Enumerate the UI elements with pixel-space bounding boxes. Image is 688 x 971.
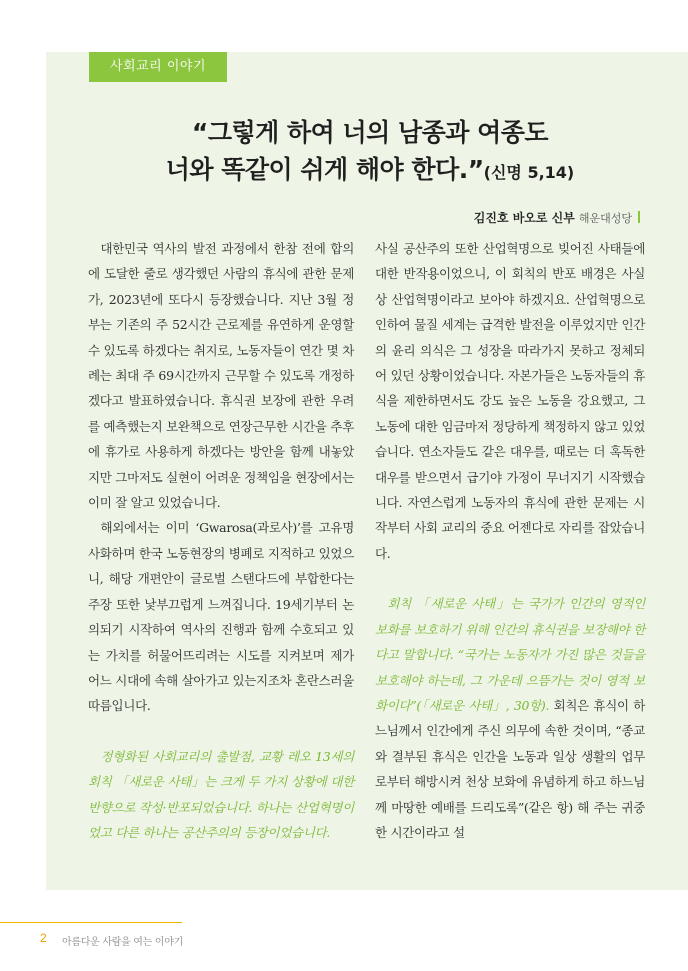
right-paragraph-2 [375,591,645,845]
byline [474,209,640,226]
headline-citation: (신명 5,14) [483,163,575,182]
byline-accent-bar [638,211,640,223]
paragraph-gap [375,566,645,591]
left-column [88,236,354,845]
paragraph-gap [88,719,354,744]
left-paragraph-1: 대한민국 역사의 발전 과정에서 한참 전에 합의에 도달한 줄로 생각했던 사람의 휴식에 관한 문제가, 2023년에 또다시 등장했습니다. 지난 3월 정부는 기존의 주 52시간 근로제를 유연하게 운영할 수 있도록 하겠다는 취지로, 노동자들이 연간 몇 차례는 최대 주 69시간까지 근무할 수 있도록 개정하겠다고 발표하였습니다. 휴식권 보장에 관한 우려를 예측했는지 보완책으로 연장근무한 시간을 추후에 휴가로 사용하게 하겠다는 방안을 함께 내놓았지만 그마저도 실현이 어려운 정책임을 현장에서는 이미 잘 알고 있었습니다. [88,241,354,511]
right-column [375,236,645,845]
publication-title: 아름다운 사람을 여는 이야기 [62,937,183,948]
headline-line-2-text: 너와 똑같이 쉬게 해야 한다.” [165,155,484,184]
footer-rule [0,922,182,923]
headline [60,114,680,191]
page-number: 2 [40,931,47,945]
right-paragraph-highlight: 회칙 「새로운 사태」는 국가가 인간의 영적인 보화를 보호하기 위해 인간의 휴식권을 보장해야 한다고 말합니다. “국가는 노동자가 가진 많은 것들을 보호해야 하는데, 그 가운데 으뜸가는 것이 영적 보화이다”(「새로운 사태」, 30항). [375,596,645,713]
headline-line-2 [60,151,680,191]
section-tab: 사회교리 이야기 [89,52,227,82]
author-name: 김진호 바오로 신부 [473,211,575,225]
left-paragraph-2: 해외에서는 이미 ‘Gwarosa(과로사)’를 고유명사화하며 한국 노동현장의 병폐로 지적하고 있었으니, 해당 개편안이 글로벌 스탠다드에 부합한다는 주장 또한 낯부끄럽게 느껴집니다. 19세기부터 논의되기 시작하여 역사의 진행과 함께 수호되고 있는 가치를 허물어뜨리려는 시도를 지켜보며 제가 어느 시대에 속해 살아가고 있는지조차 혼란스러울 따름입니다. [88,520,354,714]
author-affiliation: 해운대성당 [578,212,632,225]
right-paragraph-1: 사실 공산주의 또한 산업혁명으로 빚어진 사태들에 대한 반작용이었으니, 이 회칙의 반포 배경은 사실상 산업혁명이라고 보아야 하겠지요. 산업혁명으로 인하여 물질 세계는 급격한 발전을 이루었지만 인간의 윤리 의식은 그 성장을 따라가지 못하고 정체되어 있던 상황이었습니다. 자본가들은 노동자들의 휴식을 제한하면서도 강도 높은 노동을 강요했고, 그 노동에 대한 임금마저 정당하게 책정하지 않고 있었습니다. 연소자들도 같은 대우를, 때로는 더 혹독한 대우를 받으면서 급기야 가정이 무너지기 시작했습니다. 자연스럽게 노동자의 휴식에 관한 문제는 시작부터 사회 교리의 중요 어젠다로 자리를 잡았습니다. [375,241,645,561]
right-paragraph-continuation: 회칙은 휴식이 하느님께서 인간에게 주신 의무에 속한 것이며, “종교와 결부된 휴식은 인간을 노동과 일상 생활의 업무로부터 해방시켜 천상 보화에 유념하게 하고 하느님께 마땅한 예배를 드리도록”(같은 항) 해 주는 귀중한 시간이라고 설 [375,697,645,840]
headline-line-1: “그렇게 하여 너의 남종과 여종도 [191,118,549,147]
left-paragraph-highlight: 정형화된 사회교리의 출발점, 교황 레오 13세의 회칙 「새로운 사태」는 크게 두 가지 상황에 대한 반향으로 작성·반포되었습니다. 하나는 산업혁명이었고 다른 하나는 공산주의의 등장이었습니다. [88,748,354,840]
